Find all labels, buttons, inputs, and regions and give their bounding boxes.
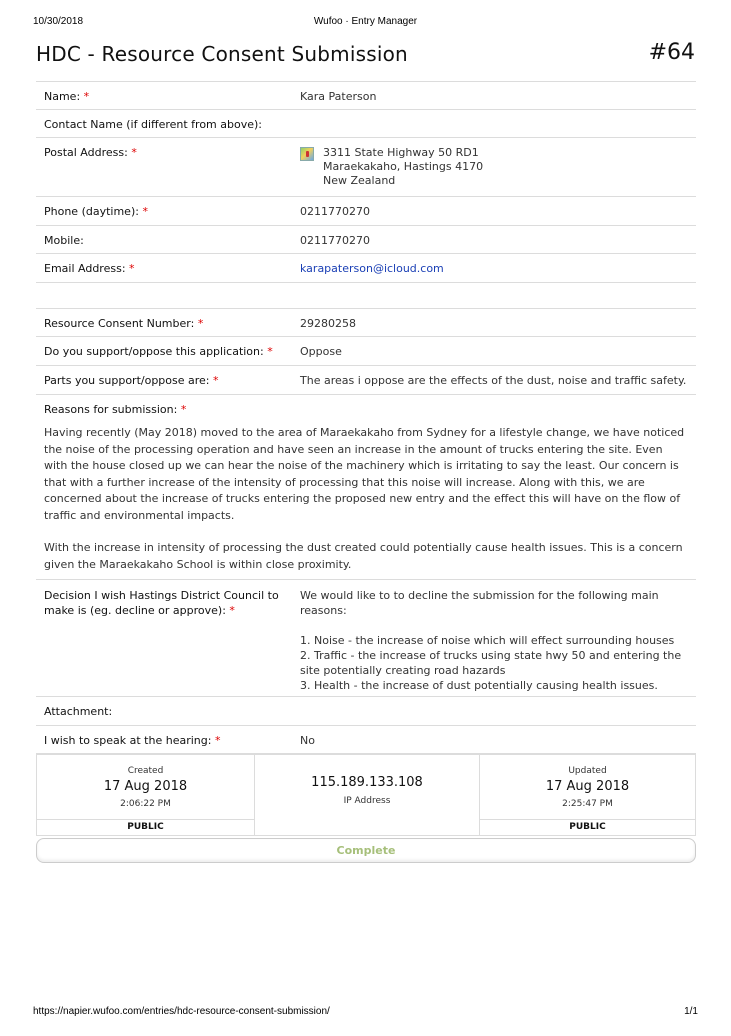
field-value-phone: 0211770270 [300, 205, 370, 218]
field-label-consent-number [44, 317, 294, 331]
reasons-paragraph-1: Having recently (May 2018) moved to the area of Maraekakaho from Sydney for a lifestyle change, we have noticed the noise of the processing operation and have seen an increase in the amount of trucks entering the site. Even with the house closed up we can hear the noise of the machinery which is irritating to say the least. Our concern is that with a further increase of the intensity of processing that this noise will increase. Along with this, we are concerned about the increase of trucks entering the proposed new entry and the effect this will have on the flow of traffic and environmental impacts. [44, 426, 685, 522]
field-row-email [36, 254, 696, 283]
created-time: 2:06:22 PM [120, 799, 171, 809]
print-title: Wufoo · Entry Manager [313, 16, 418, 27]
address-line-1: 3311 State Highway 50 RD1 [323, 146, 479, 159]
print-page-count: 1/1 [684, 1006, 698, 1017]
field-value-mobile: 0211770270 [300, 234, 370, 247]
decision-item-2: 2. Traffic - the increase of trucks using state hwy 50 and entering the site potentially creating road hazards [300, 649, 682, 677]
print-date: 10/30/2018 [33, 16, 84, 27]
label-text: Parts you support/oppose are: [44, 374, 210, 387]
required-marker: * [213, 374, 219, 387]
required-marker: * [180, 403, 187, 416]
updated-date: 17 Aug 2018 [545, 779, 630, 794]
created-date: 17 Aug 2018 [103, 779, 188, 794]
ip-address-value: 115.189.133.108 [311, 775, 423, 790]
label-text: Do you support/oppose this application: [44, 345, 264, 358]
field-row-phone [36, 197, 696, 226]
updated-visibility: PUBLIC [480, 819, 695, 835]
created-visibility: PUBLIC [37, 819, 254, 835]
label-text: Phone (daytime): [44, 205, 139, 218]
map-icon[interactable] [300, 147, 314, 161]
created-label: Created [127, 766, 164, 776]
label-text: Reasons for submission: [44, 403, 178, 416]
field-row-speak [36, 726, 696, 754]
updated-time: 2:25:47 PM [562, 799, 613, 809]
label-text: Decision I wish Hastings District Council to make is (eg. decline or approve): [44, 589, 279, 617]
label-text: Postal Address: [44, 146, 128, 159]
address-lines [323, 146, 483, 188]
field-row-name [36, 81, 696, 110]
required-marker: * [83, 90, 90, 103]
field-value-support-oppose: Oppose [300, 345, 342, 358]
field-row-reasons [36, 395, 696, 580]
field-label-decision [44, 588, 296, 618]
field-value-reasons [44, 425, 688, 573]
field-row-mobile [36, 226, 696, 254]
field-value-email [300, 262, 688, 276]
field-row-postal-address [36, 138, 696, 197]
label-text: Email Address: [44, 262, 126, 275]
required-marker: * [131, 146, 137, 159]
field-row-support-oppose [36, 337, 696, 366]
field-row-attachment [36, 697, 696, 726]
meta-updated [479, 755, 695, 835]
status-complete-badge: Complete [36, 838, 696, 863]
entry-number: #64 [648, 40, 695, 65]
field-label-contact-name: Contact Name (if different from above): [44, 118, 262, 131]
field-value-decision [300, 588, 688, 693]
field-label-support-oppose [44, 345, 294, 359]
decision-item-3: 3. Health - the increase of dust potentially causing health issues. [300, 679, 658, 692]
field-label-postal-address [44, 146, 294, 160]
field-value-parts: The areas i oppose are the effects of the dust, noise and traffic safety. [300, 374, 687, 387]
field-value-speak: No [300, 734, 315, 747]
required-marker: * [229, 604, 235, 617]
field-label-attachment: Attachment: [44, 705, 113, 718]
field-label-mobile: Mobile: [44, 234, 84, 247]
field-label-phone [44, 205, 294, 219]
label-text: Name: [44, 90, 81, 103]
required-marker: * [214, 734, 221, 747]
required-marker: * [142, 205, 148, 218]
decision-gap [300, 618, 688, 633]
field-value-consent-number: 29280258 [300, 317, 356, 330]
updated-label: Updated [568, 766, 607, 776]
field-label-reasons [44, 403, 186, 417]
field-value-postal-address [300, 146, 688, 192]
print-footer [0, 1006, 731, 1020]
email-link[interactable]: karapaterson@icloud.com [300, 262, 444, 275]
form-title: HDC - Resource Consent Submission [36, 42, 408, 66]
reasons-paragraph-2: With the increase in intensity of processing the dust created could potentially cause health issues. This is a concern given the Maraekakaho School is within close proximity. [44, 541, 683, 571]
entry-meta [36, 754, 696, 836]
entry-fields-table [36, 81, 696, 754]
field-row-consent-number [36, 309, 696, 337]
required-marker: * [129, 262, 135, 275]
field-label-name [44, 90, 294, 104]
field-label-parts [44, 374, 294, 388]
address-line-2: Maraekakaho, Hastings 4170 [323, 160, 484, 173]
field-row-contact-name [36, 110, 696, 138]
field-label-email [44, 262, 294, 276]
ip-address-label: IP Address [343, 796, 391, 806]
print-header [0, 16, 731, 30]
label-text: Resource Consent Number: [44, 317, 195, 330]
label-text: I wish to speak at the hearing: [44, 734, 212, 747]
field-value-name: Kara Paterson [300, 90, 377, 103]
required-marker: * [197, 317, 204, 330]
meta-ip [255, 755, 479, 835]
address-line-3: New Zealand [323, 174, 396, 187]
field-label-speak [44, 734, 294, 748]
decision-item-1: 1. Noise - the increase of noise which will effect surrounding houses [300, 634, 675, 647]
section-spacer [36, 283, 696, 309]
meta-created [37, 755, 255, 835]
decision-intro: We would like to to decline the submission for the following main reasons: [300, 589, 659, 617]
field-row-parts [36, 366, 696, 395]
required-marker: * [267, 345, 273, 358]
field-row-decision [36, 580, 696, 697]
print-url: https://napier.wufoo.com/entries/hdc-resource-consent-submission/ [33, 1006, 330, 1017]
